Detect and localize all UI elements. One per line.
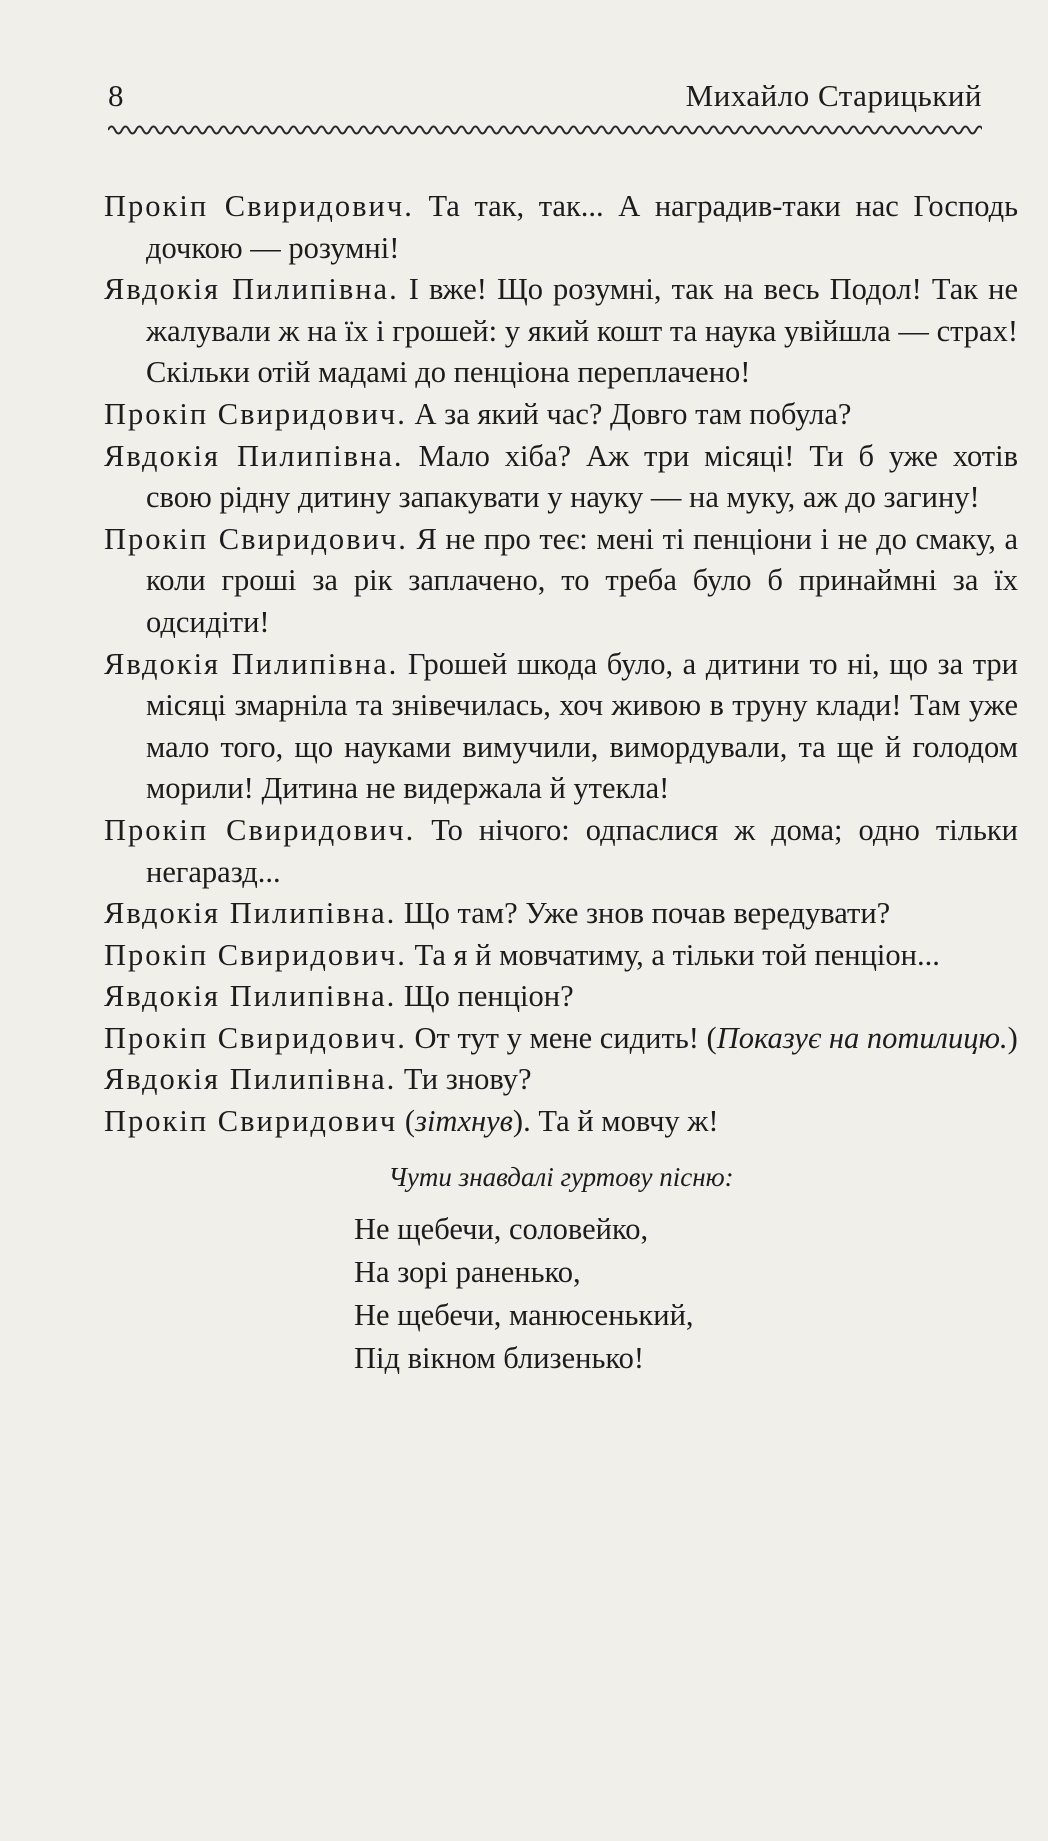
- dialogue-line: [104, 1018, 1018, 1060]
- dialogue-line: [104, 1101, 1018, 1143]
- speech-text: Ти знову?: [396, 1062, 532, 1097]
- dialogue-line: [104, 893, 1018, 935]
- speech-text: Я не про теє: мені ті пенціони і не до смаку, а коли гроші за рік заплачено, то треба було б принаймні за їх одсидіти!: [146, 521, 1018, 639]
- stage-direction: Чути знавдалі гуртову пісню:: [388, 1161, 734, 1192]
- speaker-name: Прокіп Свиридович.: [104, 937, 407, 972]
- dialogue-line: [104, 186, 1018, 269]
- running-title: Михайло Старицький: [685, 78, 982, 113]
- wavy-divider: [108, 122, 982, 138]
- speaker-name: Явдокія Пилипівна.: [104, 1062, 397, 1097]
- dialogue-line: [104, 976, 1018, 1018]
- dialogue-line: [104, 935, 1018, 977]
- dialogue-line: [104, 394, 1018, 436]
- speaker-name: Прокіп Свиридович.: [104, 1020, 407, 1055]
- speech-text: І вже! Що розумні, так на весь Подол! Так не жалували ж на їх і грошей: у який кошт та наука увійшла — страх! Скільки отій мадамі до пенціона переплачено!: [146, 272, 1018, 390]
- verse-line: Не щебечи, манюсенький,: [354, 1298, 694, 1333]
- dialogue: [104, 186, 1018, 1143]
- speech-text: Та так, так... А наградив-таки нас Господь дочкою — розумні!: [146, 189, 1018, 265]
- verse-line: Під вікном близенько!: [354, 1341, 645, 1376]
- speaker-name: Прокіп Свиридович: [104, 1104, 398, 1139]
- dialogue-line: [104, 436, 1018, 519]
- play-text: [104, 186, 1018, 1380]
- speaker-name: Явдокія Пилипівна.: [104, 979, 397, 1014]
- speech-text-after: ): [1007, 1020, 1018, 1055]
- speaker-name: Прокіп Свиридович.: [104, 521, 408, 556]
- dialogue-line: [104, 644, 1018, 810]
- speech-text: Що пенціон?: [396, 979, 574, 1014]
- dialogue-line: [104, 269, 1018, 394]
- speech-text: Що там? Уже знов почав вередувати?: [396, 896, 891, 931]
- page-number: 8: [108, 78, 124, 113]
- stage-remark: зітхнув: [415, 1104, 513, 1139]
- speech-text: Та я й мовчатиму, а тільки той пенціон...: [406, 937, 940, 972]
- speech-text: (: [397, 1104, 416, 1139]
- speaker-name: Явдокія Пилипівна.: [104, 272, 399, 307]
- speaker-name: Прокіп Свиридович.: [104, 189, 414, 223]
- song-verse: [354, 1208, 1018, 1380]
- speaker-name: Явдокія Пилипівна.: [104, 646, 399, 681]
- speaker-name: Прокіп Свиридович.: [104, 812, 416, 847]
- speech-text: Мало хіба? Аж три місяці! Ти б уже хотів свою рідну дитину запакувати у науку — на муку, аж до загину!: [146, 438, 1018, 515]
- speech-text: Грошей шкода було, а дитини то ні, що за три місяці змарніла та знівечилась, хоч живою в труну клади! Там уже мало того, що науками вимучили, вимордували, та ще й голодом морили! Дитина не видержала й утекла!: [146, 646, 1018, 806]
- verse-line: Не щебечи, соловейко,: [354, 1212, 649, 1247]
- speaker-name: Явдокія Пилипівна.: [104, 896, 397, 931]
- speech-text: То нічого: одпаслися ж дома; одно тільки негаразд...: [146, 812, 1018, 889]
- stage-remark: Показує на потилицю.: [716, 1020, 1008, 1055]
- speech-text-after: ). Та й мовчу ж!: [512, 1104, 719, 1139]
- speaker-name: Прокіп Свиридович.: [104, 396, 407, 431]
- speaker-name: Явдокія Пилипівна.: [104, 438, 404, 473]
- dialogue-line: [104, 810, 1018, 893]
- dialogue-line: [104, 1059, 1018, 1101]
- speech-text: От тут у мене сидить! (: [406, 1020, 717, 1055]
- page-header: [108, 78, 982, 128]
- speech-text: А за який час? Довго там побула?: [406, 396, 852, 431]
- dialogue-line: [104, 519, 1018, 644]
- verse-line: На зорі раненько,: [354, 1255, 581, 1290]
